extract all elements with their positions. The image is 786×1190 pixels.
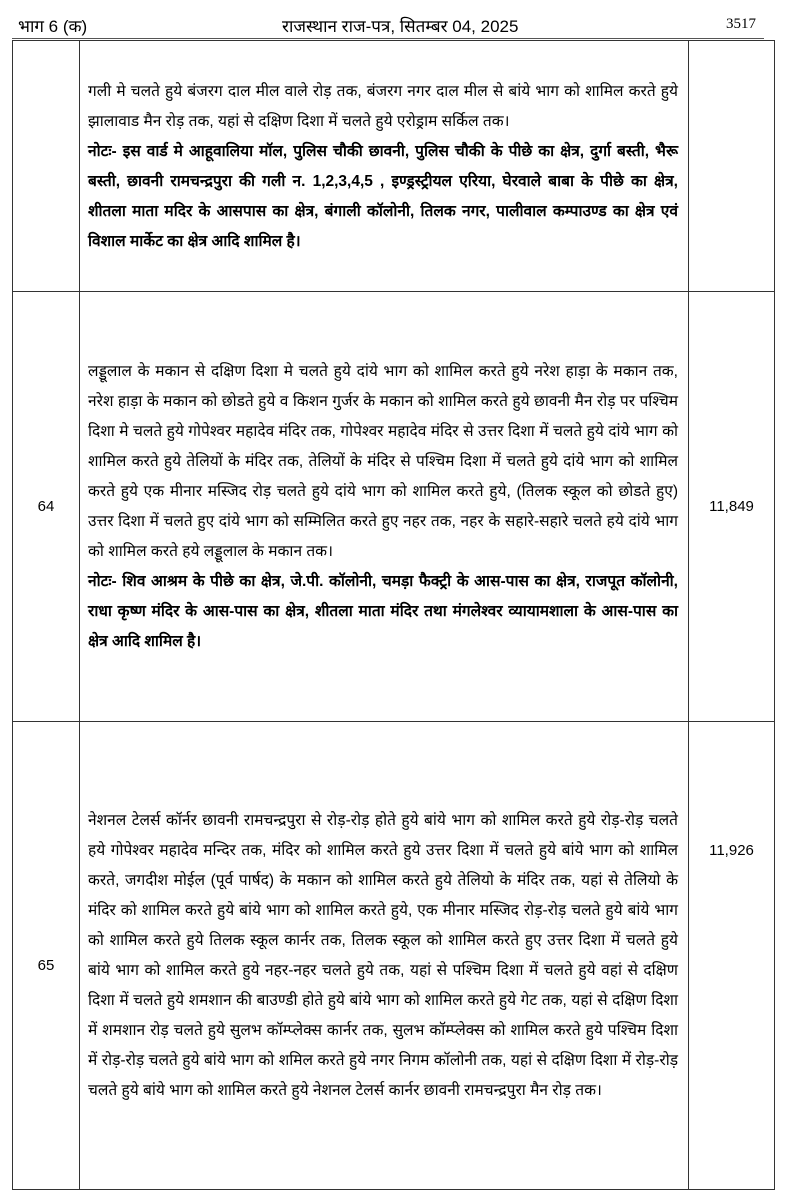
table-row <box>13 722 775 1190</box>
boundary-text: गली मे चलते हुये बंजरग दाल मील वाले रोड़ तक, बंजरग नगर दाल मील से बांये भाग को शामिल करते हुये झालावाड मैन रोड़ तक, यहां से दक्षिण दिशा में चलते हुये एरोड्राम सर्किल तक। <box>88 82 678 130</box>
ward-description <box>80 292 689 722</box>
gazette-part: भाग 6 (क) <box>18 17 88 36</box>
page-number: 3517 <box>726 16 756 32</box>
ward-population <box>689 41 775 292</box>
boundary-note: नोटः- इस वार्ड मे आहूवालिया मॉल, पुलिस चौकी छावनी, पुलिस चौकी के पीछे का क्षेत्र, दुर्गा बस्ती, भैरू बस्ती, छावनी रामचन्द्रपुरा की गली न. 1,2,3,4,5 , इण्ड्रस्ट्रीयल एरिया, घेरवाले बाबा के पीछे का क्षेत्र, शीतला माता मदिर के आसपास का क्षेत्र, बंगाली कॉलोनी, तिलक नगर, पालीवाल कम्पाउण्ड का क्षेत्र एवं विशाल मार्केट का क्षेत्र आदि शामिल है। <box>88 142 678 250</box>
ward-number: 65 <box>13 722 80 1190</box>
boundary-text: नेशनल टेलर्स कॉर्नर छावनी रामचन्द्रपुरा से रोड़-रोड़ होते हुये बांये भाग को शामिल करते हुये रोड़-रोड़ चलते हये गोपेश्वर महादेव मन्दिर तक, मंदिर को शामिल करते हुये उत्तर दिशा में चलते हुये बांये भाग को शामिल करते, जगदीश मोईल (पूर्व पार्षद) के मकान को शामिल करते हुये तेलियो के मंदिर तक, यहां से तेलियो के मंदिर को शामिल करते हुये बांये भाग को शामिल करते हुये, एक मीनार मस्जिद रोड़-रोड़ चलते हुये बांये भाग को शामिल करते हुये तिलक स्कूल कार्नर तक, तिलक स्कूल को शामिल करते हुए उत्तर दिशा में चलते हुये बांये भाग को शामिल करते हुये नहर-नहर चलते हुये तक, यहां से पश्चिम दिशा में चलते हुये वहां से दक्षिण दिशा में चलते हुये शमशान की बाउण्डी होते हुये बांये भाग को शामिल करते हुये गेट तक, यहां से दक्षिण दिशा में शमशान रोड़ चलते हुये सुलभ कॉम्प्लेक्स कार्नर तक, सुलभ कॉम्प्लेक्स को शामिल करते हुये पश्चिम दिशा में रोड़-रोड़ चलते हुये बांये भाग को शमिल करते हुये नगर निगम कॉलोनी तक, यहां से दक्षिण दिशा में रोड़-रोड़ चलते हुये बांये भाग को शामिल करते हुये नेशनल टेलर्स कार्नर छावनी रामचन्द्रपुरा मैन रोड़ तक। <box>88 812 678 1099</box>
ward-number <box>13 41 80 292</box>
table-row <box>13 292 775 722</box>
gazette-title: राजस्थान राज-पत्र, सितम्बर 04, 2025 <box>282 17 519 36</box>
ward-number: 64 <box>13 292 80 722</box>
ward-boundary-table <box>12 40 775 1190</box>
ward-description <box>80 722 689 1190</box>
table-row <box>13 41 775 292</box>
page-header <box>12 14 764 39</box>
ward-population: 11,926 <box>689 722 775 1190</box>
ward-population: 11,849 <box>689 292 775 722</box>
boundary-note: नोटः- शिव आश्रम के पीछे का क्षेत्र, जे.पी. कॉलोनी, चमड़ा फैक्ट्री के आस-पास का क्षेत्र, राजपूत कॉलोनी, राधा कृष्ण मंदिर के आस-पास का क्षेत्र, शीतला माता मंदिर तथा मंगलेश्वर व्यायामशाला के आस-पास का क्षेत्र आदि शामिल है। <box>88 573 678 650</box>
boundary-text: लड्डूलाल के मकान से दक्षिण दिशा मे चलते हुये दांये भाग को शामिल करते हुये नरेश हाड़ा के मकान तक, नरेश हाड़ा के मकान को छोडते हुये व किशन गुर्जर के मकान को शामिल करते हुये छावनी मैन रोड़ पर पश्चिम दिशा मे चलते हुये गोपेश्वर महादेव मंदिर तक, गोपेश्वर महादेव मंदिर से उत्तर दिशा में चलते हुये दांये भाग को शामिल करते हुये तेलियों के मंदिर तक, तेलियों के मंदिर से पश्चिम दिशा में चलते हुये दांये भाग को शामिल करते हुये एक मीनार मस्जिद रोड़ चलते हुये दांये भाग को शामिल करते हुये, (तिलक स्कूल को छोडते हुए) उत्तर दिशा में चलते हुए दांये भाग को सम्मिलित करते हुए नहर तक, नहर के सहारे-सहारे चलते हये दांये भाग को शामिल करते हये लड्डूलाल के मकान तक। <box>88 363 678 560</box>
ward-description <box>80 41 689 292</box>
